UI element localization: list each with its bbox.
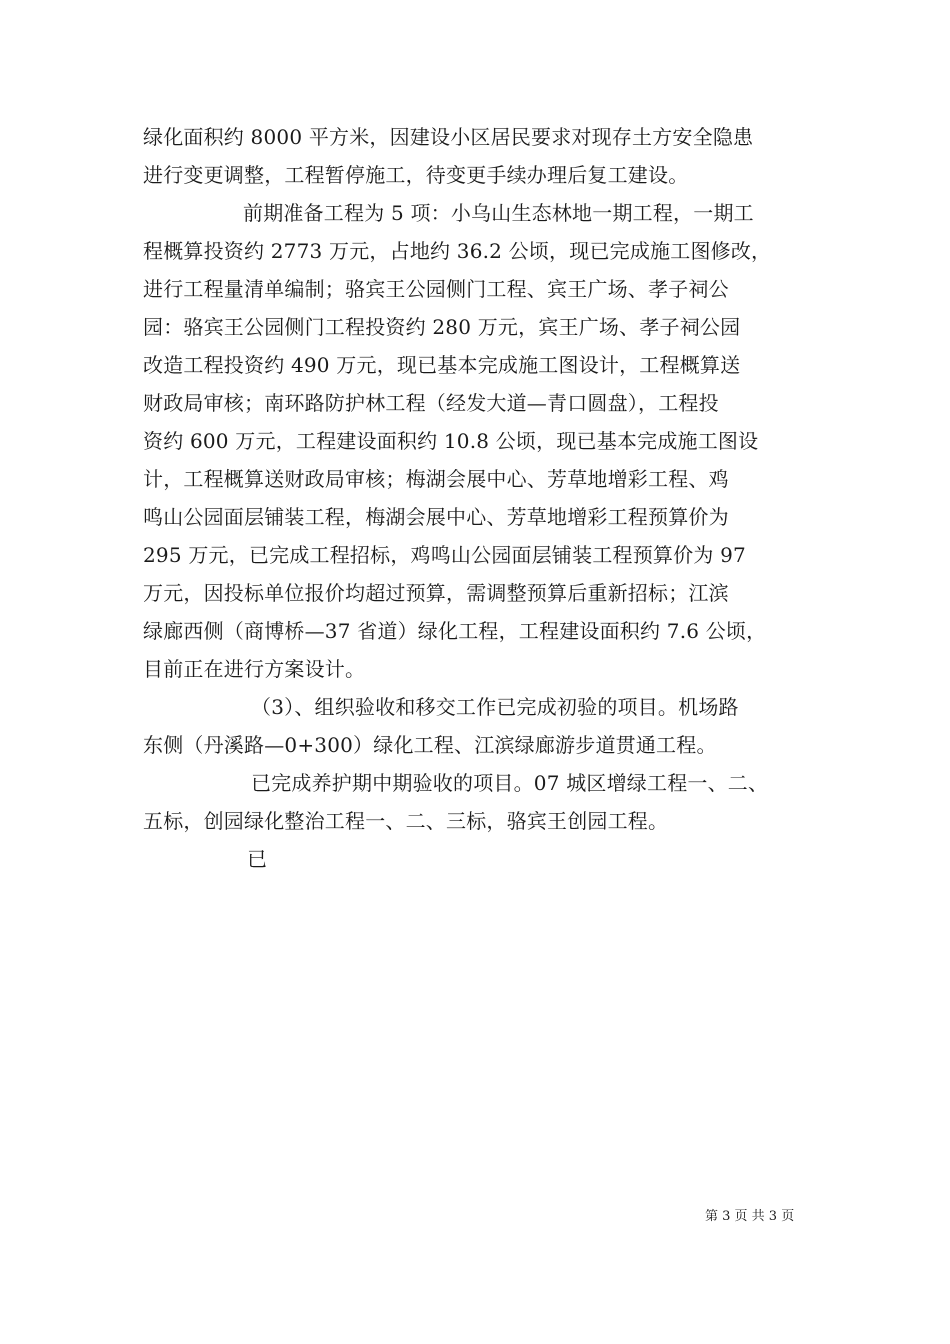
paragraph-start-line: 已完成养护期中期验收的项目。07 城区增绿工程一、二、 — [251, 771, 769, 795]
text-line: 财政局审核；南环路防护林工程（经发大道—青口圆盘），工程投 — [143, 391, 719, 415]
text-line: 资约 600 万元，工程建设面积约 10.8 公顷，现已基本完成施工图设 — [143, 429, 759, 453]
paragraph-start-line: 前期准备工程为 5 项：小乌山生态林地一期工程，一期工 — [243, 201, 754, 225]
text-line: 园：骆宾王公园侧门工程投资约 280 万元，宾王广场、孝子祠公园 — [143, 315, 741, 339]
text-line: 程概算投资约 2773 万元，占地约 36.2 公顷，现已完成施工图修改， — [143, 239, 772, 263]
text-line: 295 万元，已完成工程招标，鸡鸣山公园面层铺装工程预算价为 97 — [143, 543, 746, 567]
paragraph-start-line: 已 — [247, 847, 268, 871]
text-line: 五标，创园绿化整治工程一、二、三标，骆宾王创园工程。 — [143, 809, 669, 833]
text-line: 目前正在进行方案设计。 — [143, 657, 366, 681]
text-line: 绿化面积约 8000 平方米，因建设小区居民要求对现存土方安全隐患 — [143, 125, 754, 149]
text-line: 计，工程概算送财政局审核；梅湖会展中心、芳草地增彩工程、鸡 — [143, 467, 729, 491]
paragraph-start-line: （3）、组织验收和移交工作已完成初验的项目。机场路 — [251, 695, 739, 719]
text-line: 进行工程量清单编制；骆宾王公园侧门工程、宾王广场、孝子祠公 — [143, 277, 729, 301]
text-line: 鸣山公园面层铺装工程，梅湖会展中心、芳草地增彩工程预算价为 — [143, 505, 729, 529]
text-line: 绿廊西侧（商博桥—37 省道）绿化工程，工程建设面积约 7.6 公顷， — [143, 619, 767, 643]
text-line: 万元，因投标单位报价均超过预算，需调整预算后重新招标；江滨 — [143, 581, 729, 605]
text-line: 东侧（丹溪路—0+300）绿化工程、江滨绿廊游步道贯通工程。 — [143, 733, 717, 757]
document-body — [143, 118, 808, 878]
page-number-footer: 第 3 页 共 3 页 — [705, 1209, 795, 1224]
text-line: 进行变更调整，工程暂停施工，待变更手续办理后复工建设。 — [143, 163, 689, 187]
text-line: 改造工程投资约 490 万元，现已基本完成施工图设计，工程概算送 — [143, 353, 741, 377]
